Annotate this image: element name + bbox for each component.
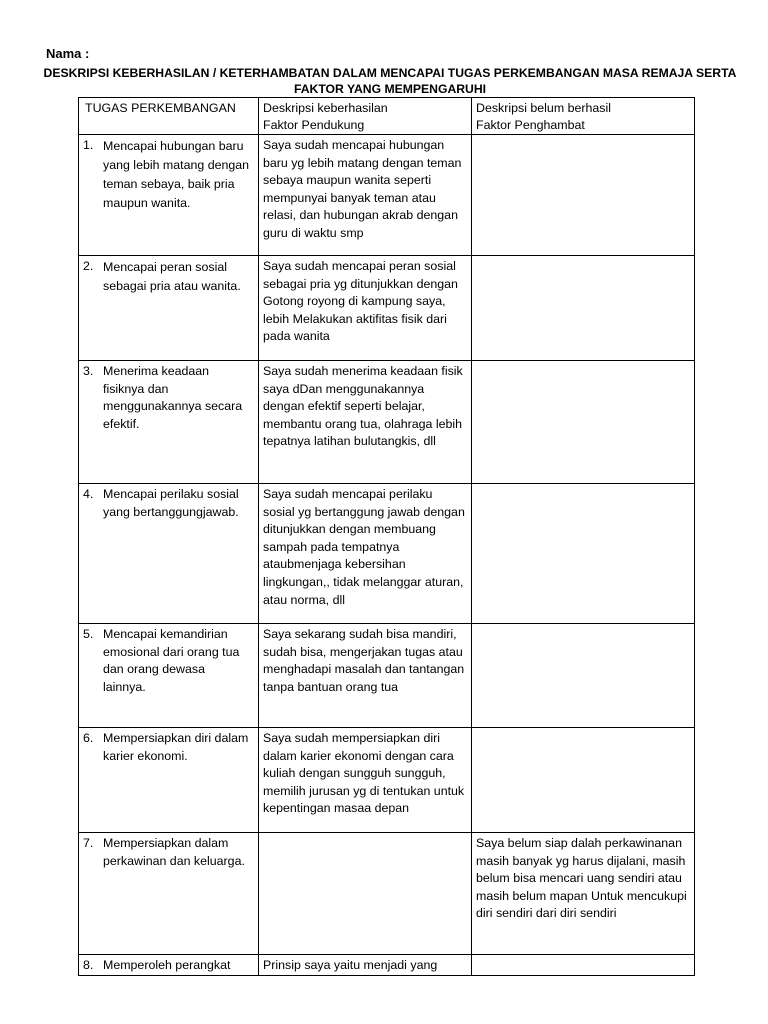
table-header-row xyxy=(79,98,695,135)
success-cell: Saya sudah mencapai perilaku sosial yg bertanggung jawab dengan ditunjukkan dengan membuang sampah pada tempatnya ataubmenjaga kebersihan lingkungan,, tidak melanggar aturan, atau norma, dll xyxy=(259,484,472,624)
success-cell: Prinsip saya yaitu menjadi yang xyxy=(259,955,472,976)
task-cell: 2. Mencapai peran sosial sebagai pria atau wanita. xyxy=(79,256,259,361)
table-row xyxy=(79,624,695,728)
failure-cell xyxy=(472,484,695,624)
task-cell: 8. Memperoleh perangkat xyxy=(79,955,259,976)
success-cell: Saya sudah mencapai hubungan baru yg lebih matang dengan teman sebaya maupun wanita seperti mempunyai banyak teman atau relasi, dan hubungan akrab dengan guru di waktu smp xyxy=(259,135,472,256)
failure-cell xyxy=(472,256,695,361)
task-cell: 5. Mencapai kemandirian emosional dari orang tua dan orang dewasa lainnya. xyxy=(79,624,259,728)
failure-cell: Saya belum siap dalah perkawinanan masih banyak yg harus dijalani, masih belum bisa mencari uang sendiri atau masih belum mapan Untuk mencukupi diri sendiri dari diri sendiri xyxy=(472,833,695,955)
success-cell xyxy=(259,833,472,955)
title-line-1: DESKRIPSI KEBERHASILAN / KETERHAMBATAN DALAM MENCAPAI TUGAS PERKEMBANGAN MASA REMAJA SERTA xyxy=(43,66,737,80)
failure-cell xyxy=(472,955,695,976)
task-cell: 3. Menerima keadaan fisiknya dan menggunakannya secara efektif. xyxy=(79,361,259,484)
success-cell: Saya sudah menerima keadaan fisik saya dDan menggunakannya dengan efektif seperti belajar, membantu orang tua, olahraga lebih tepatnya latihan bulutangkis, dll xyxy=(259,361,472,484)
task-cell: 7. Mempersiapkan dalam perkawinan dan keluarga. xyxy=(79,833,259,955)
table-row xyxy=(79,955,695,976)
header-tugas-perkembangan: TUGAS PERKEMBANGAN xyxy=(79,98,259,135)
task-cell: 1. Mencapai hubungan baru yang lebih matang dengan teman sebaya, baik pria maupun wanita. xyxy=(79,135,259,256)
title-line-2: FAKTOR YANG MEMPENGARUHI xyxy=(293,82,487,96)
nama-label: Nama : xyxy=(46,46,90,61)
header-faktor-penghambat: Deskripsi belum berhasil Faktor Penghambat xyxy=(472,98,695,135)
failure-cell xyxy=(472,728,695,833)
table-row xyxy=(79,728,695,833)
table-row xyxy=(79,484,695,624)
success-cell: Saya sudah mempersiapkan diri dalam karier ekonomi dengan cara kuliah dengan sungguh sungguh, memilih jurusan yg di tentukan untuk kepentingan masaa depan xyxy=(259,728,472,833)
success-cell: Saya sekarang sudah bisa mandiri, sudah bisa, mengerjakan tugas atau menghadapi masalah dan tantangan tanpa bantuan orang tua xyxy=(259,624,472,728)
failure-cell xyxy=(472,624,695,728)
development-tasks-table xyxy=(78,97,695,976)
document-title xyxy=(40,65,740,97)
task-cell: 6. Mempersiapkan diri dalam karier ekonomi. xyxy=(79,728,259,833)
table-row xyxy=(79,135,695,256)
success-cell: Saya sudah mencapai peran sosial sebagai pria yg ditunjukkan dengan Gotong royong di kampung saya, lebih Melakukan aktifitas fisik dari pada wanita xyxy=(259,256,472,361)
failure-cell xyxy=(472,135,695,256)
table-row xyxy=(79,256,695,361)
header-faktor-pendukung: Deskripsi keberhasilan Faktor Pendukung xyxy=(259,98,472,135)
task-cell: 4. Mencapai perilaku sosial yang bertanggungjawab. xyxy=(79,484,259,624)
failure-cell xyxy=(472,361,695,484)
table-row xyxy=(79,361,695,484)
table-row xyxy=(79,833,695,955)
